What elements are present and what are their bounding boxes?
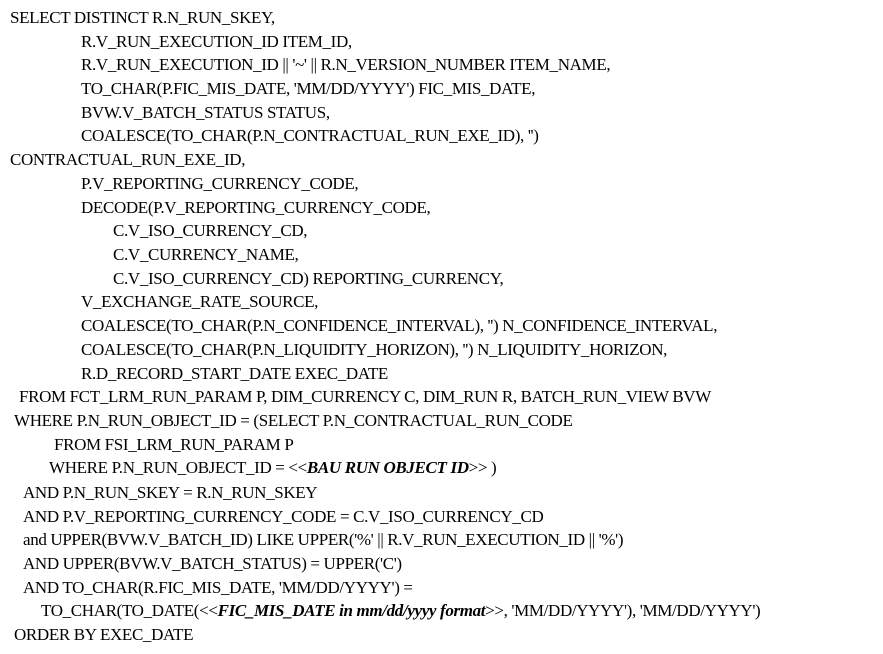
sql-line-fic-mis-date: TO_CHAR(P.FIC_MIS_DATE, 'MM/DD/YYYY') FIC_MIS_DATE, xyxy=(81,79,536,98)
sql-line-and-batch-status: AND UPPER(BVW.V_BATCH_STATUS) = UPPER('C') xyxy=(23,554,402,573)
sql-line-exec-date: R.D_RECORD_START_DATE EXEC_DATE xyxy=(81,364,388,383)
sql-line-liquidity-horizon: COALESCE(TO_CHAR(P.N_LIQUIDITY_HORIZON), '') N_LIQUIDITY_HORIZON, xyxy=(81,340,668,359)
sql-line-reporting-currency-code: P.V_REPORTING_CURRENCY_CODE, xyxy=(81,174,359,193)
sql-line-iso-currency-cd: C.V_ISO_CURRENCY_CD, xyxy=(113,221,308,240)
sql-line-and-currency-code: AND P.V_REPORTING_CURRENCY_CODE = C.V_ISO_CURRENCY_CD xyxy=(23,507,544,526)
sql-line-coalesce-contractual: COALESCE(TO_CHAR(P.N_CONTRACTUAL_RUN_EXE_ID), '') xyxy=(81,126,539,145)
sql-line-confidence-interval: COALESCE(TO_CHAR(P.N_CONFIDENCE_INTERVAL), '') N_CONFIDENCE_INTERVAL, xyxy=(81,316,718,335)
placeholder-fic-mis-date: FIC_MIS_DATE in mm/dd/yyyy format xyxy=(217,601,486,620)
sql-line-contractual-alias: CONTRACTUAL_RUN_EXE_ID, xyxy=(10,150,246,169)
sql-line-and-run-skey: AND P.N_RUN_SKEY = R.N_RUN_SKEY xyxy=(23,483,318,502)
sql-line-reporting-currency: C.V_ISO_CURRENCY_CD) REPORTING_CURRENCY, xyxy=(113,269,504,288)
sql-line-currency-name: C.V_CURRENCY_NAME, xyxy=(113,245,299,264)
sql-text: >> ) xyxy=(468,458,497,477)
sql-line-and-fic-mis-date: AND TO_CHAR(R.FIC_MIS_DATE, 'MM/DD/YYYY') = xyxy=(23,578,413,597)
sql-line-select: SELECT DISTINCT R.N_RUN_SKEY, xyxy=(10,8,275,27)
sql-line-item-id: R.V_RUN_EXECUTION_ID ITEM_ID, xyxy=(81,32,352,51)
sql-line-to-char-to-date xyxy=(41,599,760,623)
sql-line-from: FROM FCT_LRM_RUN_PARAM P, DIM_CURRENCY C, DIM_RUN R, BATCH_RUN_VIEW BVW xyxy=(19,387,711,406)
sql-line-exchange-rate-source: V_EXCHANGE_RATE_SOURCE, xyxy=(81,292,319,311)
sql-line-subquery-from: FROM FSI_LRM_RUN_PARAM P xyxy=(54,435,294,454)
sql-text: TO_CHAR(TO_DATE(<< xyxy=(41,601,218,620)
sql-line-and-batch-id: and UPPER(BVW.V_BATCH_ID) LIKE UPPER('%' || R.V_RUN_EXECUTION_ID || '%') xyxy=(23,530,624,549)
sql-line-subquery-where xyxy=(49,456,496,480)
sql-line-order-by: ORDER BY EXEC_DATE xyxy=(14,625,194,644)
placeholder-bau-run-object-id: BAU RUN OBJECT ID xyxy=(306,458,469,477)
sql-text: >>, 'MM/DD/YYYY'), 'MM/DD/YYYY') xyxy=(485,601,761,620)
sql-text: WHERE P.N_RUN_OBJECT_ID = << xyxy=(49,458,307,477)
sql-line-decode: DECODE(P.V_REPORTING_CURRENCY_CODE, xyxy=(81,198,431,217)
sql-line-status: BVW.V_BATCH_STATUS STATUS, xyxy=(81,103,330,122)
sql-line-where-subquery: WHERE P.N_RUN_OBJECT_ID = (SELECT P.N_CONTRACTUAL_RUN_CODE xyxy=(14,411,573,430)
sql-line-item-name: R.V_RUN_EXECUTION_ID || '~' || R.N_VERSION_NUMBER ITEM_NAME, xyxy=(81,55,611,74)
